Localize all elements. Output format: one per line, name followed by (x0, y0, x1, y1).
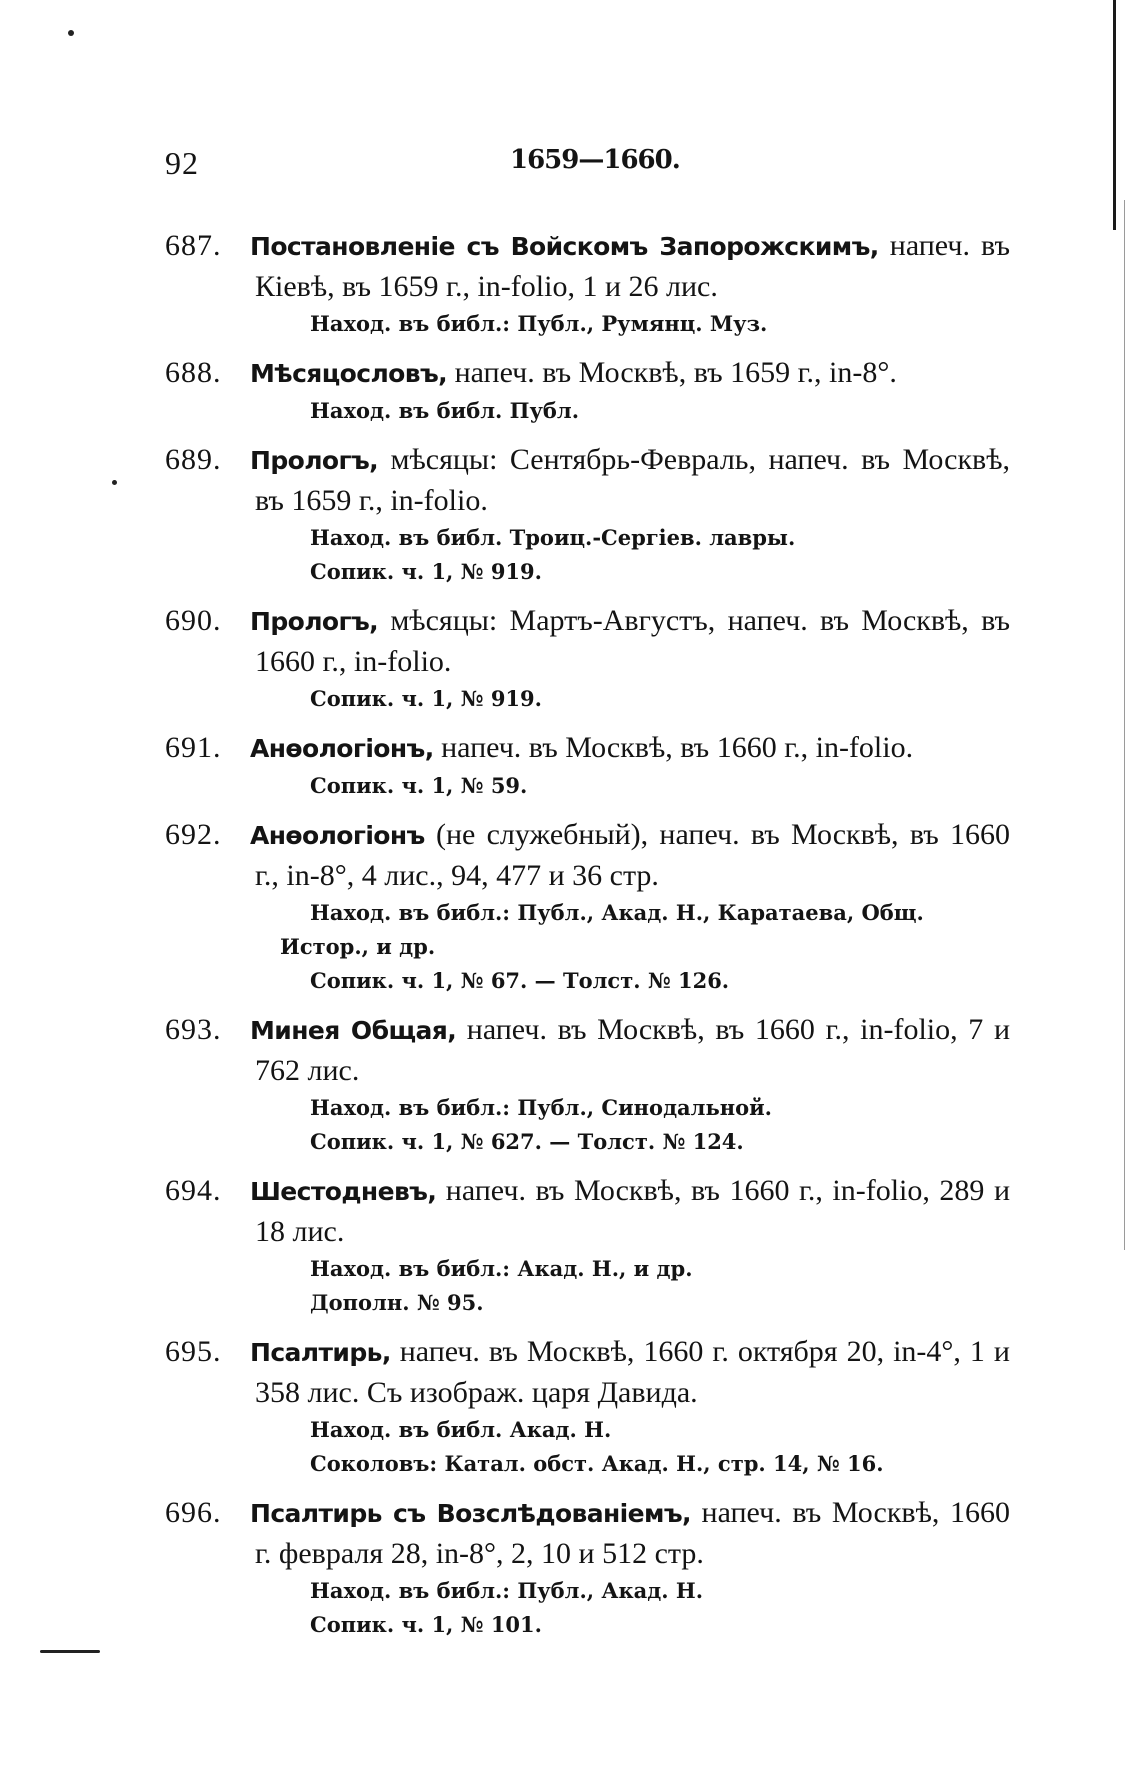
entry-title: Анѳологіонъ (250, 821, 425, 850)
page-header (165, 145, 1065, 185)
page-edge-shadow (1113, 0, 1116, 230)
entry-note: Наход. въ библ.: Акад. Н., и др. (310, 1256, 693, 1281)
entry-description (165, 1171, 1010, 1252)
entry-text: мѣсяцы: Мартъ-Августъ, напеч. въ Москвѣ, въ 1660 г., in-folio. (255, 604, 1010, 678)
entry-title: Псалтирь, (250, 1338, 391, 1367)
entry-description (165, 353, 1010, 394)
catalog-entry (165, 815, 1010, 998)
catalog-entry (165, 1332, 1010, 1481)
entry-note: Наход. въ библ. Акад. Н. (310, 1417, 612, 1442)
catalog-entry (165, 728, 1010, 803)
entry-title: Мѣсяцословъ, (250, 359, 448, 388)
catalog-entries (165, 226, 1010, 1654)
catalog-entry (165, 1010, 1010, 1159)
entry-number: 689. (165, 443, 222, 476)
entry-text: напеч. въ Москвѣ, въ 1660 г., in-folio. (433, 731, 914, 764)
entry-description (165, 226, 1010, 307)
entry-title: Минея Общая, (250, 1016, 457, 1045)
entry-text: напеч. въ Москвѣ, въ 1659 г., in-8°. (447, 356, 897, 389)
entry-title: Анѳологіонъ, (250, 734, 434, 763)
entry-note: Наход. въ библ.: Публ., Акад. Н., Каратаева, Общ. Истор., и др. (280, 900, 924, 959)
entry-note: Соколовъ: Катал. обст. Акад. Н., стр. 14, № 16. (310, 1451, 884, 1476)
entry-title: Прологъ, (250, 446, 379, 475)
running-head: 1659—1660. (510, 145, 680, 175)
entry-number: 696. (165, 1496, 222, 1529)
entry-description (165, 1332, 1010, 1413)
entry-text: напеч. въ Москвѣ, въ 1660 г., in-folio, 7 и 762 лис. (255, 1013, 1011, 1087)
entry-note: Дополн. № 95. (310, 1290, 484, 1315)
entry-title: Постановленіе съ Войскомъ Запорожскимъ, (250, 232, 879, 261)
catalog-entry (165, 1171, 1010, 1320)
entry-note: Наход. въ библ. Публ. (310, 398, 580, 423)
entry-note: Наход. въ библ.: Публ., Румянц. Муз. (310, 311, 768, 336)
entry-number: 695. (165, 1335, 222, 1368)
entry-text: (не служебный), напеч. въ Москвѣ, въ 1660 г., in-8°, 4 лис., 94, 477 и 36 стр. (255, 818, 1010, 892)
entry-number: 691. (165, 731, 222, 764)
entry-description (165, 1493, 1010, 1574)
catalog-entry (165, 226, 1010, 341)
print-speck (112, 480, 117, 485)
entry-note: Наход. въ библ.: Публ., Синодальной. (310, 1095, 772, 1120)
entry-description (165, 601, 1010, 682)
catalog-entry (165, 353, 1010, 428)
entry-text: напеч. въ Москвѣ, 1660 г. октября 20, in-4°, 1 и 358 лис. Съ изображ. царя Давида. (255, 1335, 1010, 1409)
entry-title: Шестодневъ, (250, 1177, 437, 1206)
entry-note: Наход. въ библ.: Публ., Акад. Н. (310, 1578, 704, 1603)
print-speck (68, 30, 74, 36)
page-edge-line (1124, 200, 1125, 1250)
catalog-entry (165, 601, 1010, 716)
entry-description (165, 815, 1010, 896)
catalog-entry (165, 1493, 1010, 1642)
entry-description (165, 728, 1010, 769)
entry-title: Псалтирь съ Возслѣдованіемъ, (250, 1499, 691, 1528)
entry-text: напеч. въ Москвѣ, 1660 г. февраля 28, in-8°, 2, 10 и 512 стр. (255, 1496, 1010, 1570)
entry-note: Наход. въ библ. Троиц.-Сергіев. лавры. (310, 525, 796, 550)
entry-description (165, 440, 1010, 521)
entry-number: 693. (165, 1013, 222, 1046)
entry-number: 692. (165, 818, 222, 851)
page-number: 92 (165, 145, 199, 181)
entry-title: Прологъ, (250, 607, 379, 636)
entry-note: Сопик. ч. 1, № 59. (310, 773, 528, 798)
entry-number: 687. (165, 229, 222, 262)
entry-note: Сопик. ч. 1, № 627. — Толст. № 124. (310, 1129, 744, 1154)
entry-number: 690. (165, 604, 222, 637)
entry-number: 694. (165, 1174, 222, 1207)
entry-text: напеч. въ Кіевѣ, въ 1659 г., in-folio, 1 и 26 лис. (255, 229, 1010, 303)
margin-mark (40, 1650, 100, 1653)
entry-number: 688. (165, 356, 222, 389)
entry-note: Сопик. ч. 1, № 101. (310, 1612, 542, 1637)
catalog-entry (165, 440, 1010, 589)
entry-note: Сопик. ч. 1, № 919. (310, 686, 542, 711)
entry-text: мѣсяцы: Сентябрь-Февраль, напеч. въ Москвѣ, въ 1659 г., in-folio. (255, 443, 1010, 517)
entry-note: Сопик. ч. 1, № 919. (310, 559, 542, 584)
entry-note: Сопик. ч. 1, № 67. — Толст. № 126. (310, 968, 730, 993)
entry-text: напеч. въ Москвѣ, въ 1660 г., in-folio, 289 и 18 лис. (255, 1174, 1010, 1248)
entry-description (165, 1010, 1010, 1091)
